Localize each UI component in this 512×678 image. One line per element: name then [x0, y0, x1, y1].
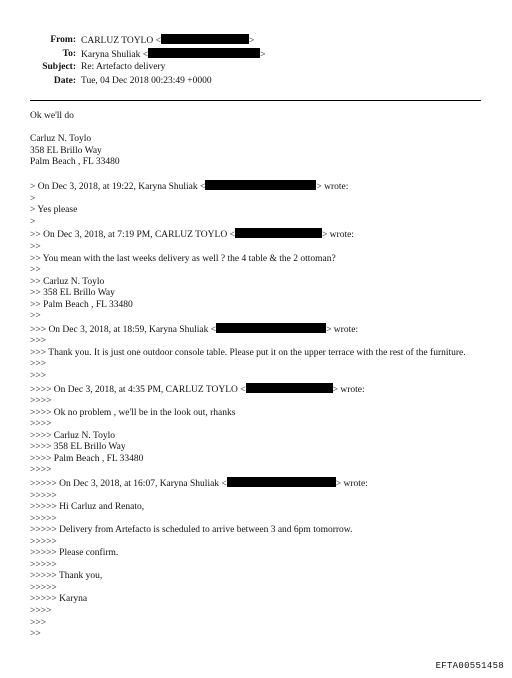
- attribution-text: >>>>> On Dec 3, 2018, at 16:07, Karyna Shuliak <: [30, 478, 227, 489]
- quote-attribution: [30, 180, 470, 194]
- quote-line: >>>: [30, 336, 47, 347]
- email-header: [0, 34, 512, 88]
- quote-line: >: [30, 216, 36, 227]
- quote-line: >: [30, 193, 36, 204]
- from-label: From:: [50, 35, 76, 45]
- quote-line: >>>>> Delivery from Artefacto is scheduled to arrive between 3 and 6pm tomorrow.: [30, 525, 353, 536]
- to-name: Karyna Shuliak <: [81, 49, 149, 60]
- date-value: Tue, 04 Dec 2018 00:23:49 +0000: [81, 75, 212, 86]
- subject-value: Re: Artefacto delivery: [81, 62, 166, 72]
- date-label: Date:: [53, 75, 76, 86]
- attribution-text: > On Dec 3, 2018, at 19:22, Karyna Shuliak <: [30, 182, 206, 193]
- quote-attribution: [30, 383, 470, 397]
- quote-line: >>>>: [30, 396, 52, 407]
- attribution-end: > wrote:: [326, 324, 359, 335]
- quote-line: >>: [30, 311, 41, 322]
- to-value: [81, 48, 265, 63]
- email-body: [30, 111, 470, 641]
- body-line: Ok we'll do: [30, 111, 74, 121]
- quote-line: >>>>: [30, 605, 52, 616]
- to-label: To:: [62, 48, 76, 59]
- attribution-text: >>>> On Dec 3, 2018, at 4:35 PM, CARLUZ TOYLO <: [30, 384, 246, 395]
- quote-line: >>> Thank you. It is just one outdoor console table. Please put it on the upper terrace with the rest of the furniture.: [30, 347, 466, 358]
- quote-line: >> You mean with the last weeks delivery as well ? the 4 table & the 2 ottoman?: [30, 253, 336, 264]
- quote-line: >>>>: [30, 465, 52, 476]
- quote-line: >>>>> Karyna: [30, 594, 88, 605]
- bates-number: EFTA00551458: [435, 661, 504, 671]
- date-row: [0, 75, 512, 89]
- quote-attribution: [30, 323, 470, 337]
- blank-line: [30, 169, 470, 181]
- from-row: [0, 34, 512, 48]
- quote-line: >>>>>: [30, 582, 57, 593]
- signature-city: Palm Beach , FL 33480: [30, 157, 120, 168]
- attribution-end: > wrote:: [335, 478, 368, 489]
- redaction-bar: [148, 48, 260, 58]
- signature-street: 358 EL Brillo Way: [30, 145, 102, 156]
- quote-line: >>>>>: [30, 513, 57, 524]
- attribution-end: > wrote:: [316, 182, 349, 193]
- signature-name: Carluz N. Toylo: [30, 134, 92, 145]
- blank-line: [30, 123, 470, 135]
- from-value: [81, 34, 254, 49]
- quote-line: > Yes please: [30, 205, 78, 216]
- quote-line: >>>>: [30, 419, 52, 430]
- quote-line: >>>>>: [30, 559, 57, 570]
- header-divider: [30, 100, 481, 101]
- quote-line: >> Carluz N. Toylo: [30, 276, 105, 287]
- quote-line: >>>> Ok no problem , we'll be in the look out, rhanks: [30, 407, 236, 418]
- subject-label: Subject:: [42, 62, 76, 72]
- to-end: >: [260, 49, 266, 60]
- from-end: >: [248, 36, 255, 46]
- quote-line: >>: [30, 629, 41, 640]
- redaction-bar: [161, 34, 249, 44]
- attribution-end: > wrote:: [321, 230, 354, 241]
- quote-line: >>>: [30, 371, 47, 382]
- redaction-bar: [205, 180, 316, 190]
- from-name: CARLUZ TOYLO <: [81, 36, 161, 46]
- subject-row: [0, 61, 512, 75]
- quote-line: >>>>> Hi Carluz and Renato,: [30, 502, 145, 513]
- redaction-bar: [235, 228, 322, 238]
- quote-line: >> Palm Beach , FL 33480: [30, 299, 133, 310]
- quote-line: >>>>> Please confirm.: [30, 548, 119, 559]
- attribution-end: > wrote:: [332, 384, 365, 395]
- redaction-bar: [227, 477, 336, 487]
- quote-line: >>>>>: [30, 536, 57, 547]
- quote-line: >>>: [30, 617, 47, 628]
- to-row: [0, 48, 512, 62]
- quote-line: >>>>> Thank you,: [30, 571, 103, 582]
- quote-line: >>>>>: [30, 490, 57, 501]
- quote-attribution: [30, 477, 470, 491]
- redaction-bar: [246, 383, 333, 393]
- quote-line: >>>> Palm Beach , FL 33480: [30, 453, 144, 464]
- redaction-bar: [216, 323, 326, 333]
- quote-line: >>: [30, 265, 41, 276]
- attribution-text: >>> On Dec 3, 2018, at 18:59, Karyna Shuliak <: [30, 324, 217, 335]
- quote-line: >>: [30, 242, 41, 253]
- quote-attribution: [30, 228, 470, 242]
- quote-line: >>>: [30, 359, 47, 370]
- attribution-text: >> On Dec 3, 2018, at 7:19 PM, CARLUZ TOYLO <: [30, 230, 235, 241]
- quote-line: >> 358 EL Brillo Way: [30, 288, 115, 299]
- quote-line: >>>> Carluz N. Toylo: [30, 430, 115, 441]
- quote-line: >>>> 358 EL Brillo Way: [30, 442, 126, 453]
